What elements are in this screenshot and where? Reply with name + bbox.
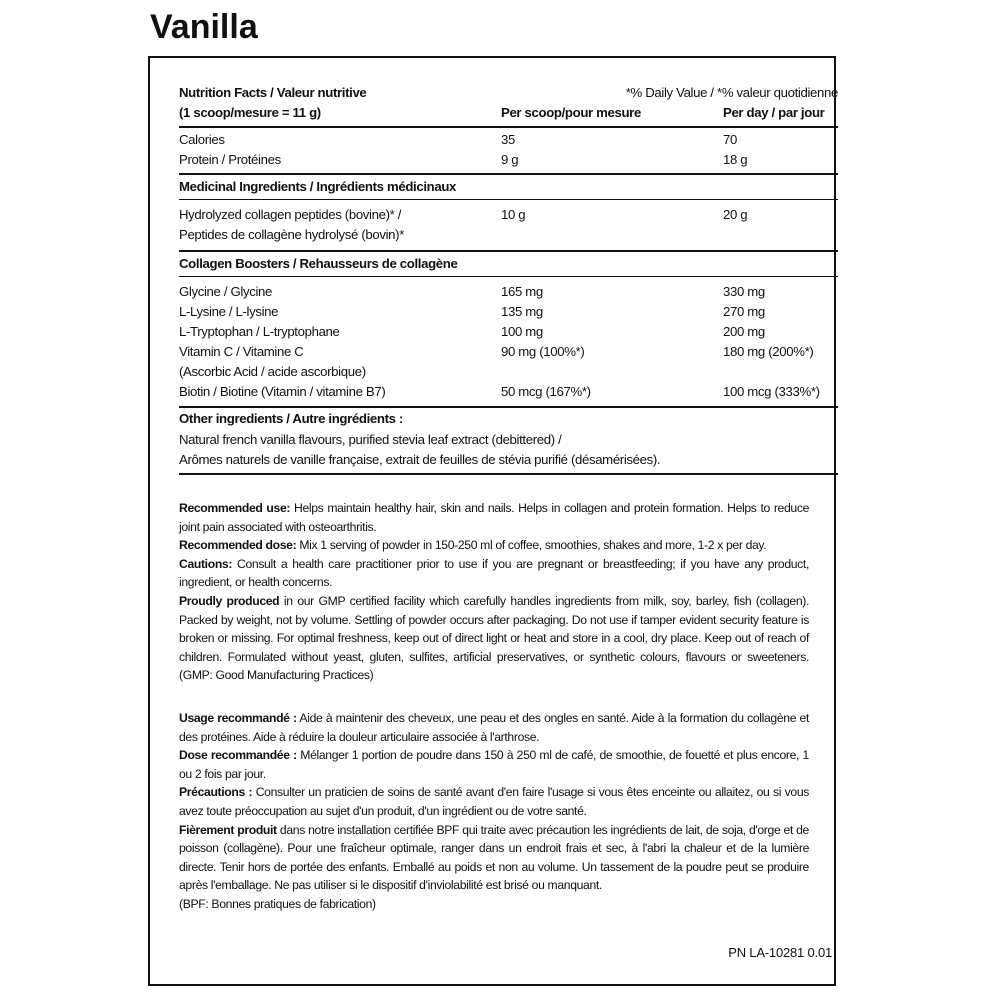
nutrition-facts-table [179,83,838,475]
other-ingredients-fr: Arômes naturels de vanille française, extrait de feuilles de stévia purifié (désamérisées). [179,452,661,467]
booster-row [179,382,838,402]
booster-name: (Ascorbic Acid / acide ascorbique) [179,364,366,379]
recommended-use-label: Recommended use: [179,501,291,515]
label-panel [148,56,836,986]
medicinal-scoop: 10 g [501,207,526,222]
medicinal-heading: Medicinal Ingredients / Ingrédients médicinaux [179,179,457,194]
booster-name: Glycine / Glycine [179,284,272,299]
precautions-label: Précautions : [179,785,253,800]
cautions-label: Cautions: [179,556,233,571]
medicinal-name-fr: Peptides de collagène hydrolysé (bovin)* [179,227,404,242]
page-title: Vanilla [150,8,258,46]
booster-scoop: 135 mg [501,304,543,319]
part-number: PN LA-10281 0.01 [728,945,832,960]
col-per-day: Per day / par jour [723,105,825,120]
divider [179,473,838,475]
english-directions [179,499,809,685]
recommended-dose [179,536,809,555]
booster-row [179,282,838,302]
other-ingredients-en: Natural french vanilla flavours, purified stevia leaf extract (debittered) / [179,432,562,447]
booster-name: L-Tryptophan / L-tryptophane [179,324,340,339]
nutrient-name: Protein / Protéines [179,152,281,167]
fierement-produit-text: dans notre installation certifiée BPF qui traite avec précaution les ingrédients de lait, de soja, d'orge et de poisson (collagène). Pour une fraîcheur optimale, ranger dans un endroit frais et sec, à l'abri la chaleur et de la lumière directe. Tenir hors de portée des enfants. Emballé au poids et non au volume. Un tassement de la poudre peut se produire après l'emballage. Ne pas utiliser si le dispositif d'inviolabilité est brisé ou manquant. [179,822,809,893]
nutrient-row [179,130,838,150]
booster-day: 270 mg [723,304,765,319]
booster-name: Vitamin C / Vitamine C [179,344,304,359]
precautions [179,783,809,820]
booster-scoop: 100 mg [501,324,543,339]
usage-recommande-label: Usage recommandé : [179,711,297,725]
booster-scoop: 90 mg (100%*) [501,344,585,359]
facts-header-row [179,83,838,103]
nutrient-row [179,150,838,170]
proudly-produced-text: in our GMP certified facility which carefully handles ingredients from milk, soy, barley, fish (collagen). Packed by weight, not by volume. Settling of powder occurs after packaging. Do not use if tamper evident security feature is broken or missing. For optimal freshness, keep out of direct light or heat and store in a cool, dry place. Keep out of reach of children. Formulated without yeast, gluten, sulfites, artificial preservatives, or synthetic colours, flavours or sweeteners. (GMP: Good Manufacturing Practices) [179,593,809,683]
fierement-produit [179,821,809,895]
booster-row [179,322,838,342]
booster-day: 200 mg [723,324,765,339]
bpf-note: (BPF: Bonnes pratiques de fabrication) [179,896,376,911]
booster-scoop: 50 mcg (167%*) [501,384,591,399]
booster-row [179,342,838,362]
col-per-scoop: Per scoop/pour mesure [501,105,641,120]
proudly-produced-label: Proudly produced [179,593,280,608]
cautions-text: Consult a health care practitioner prior to use if you are pregnant or breastfeeding; if you have any product, ingredient, or health concerns. [179,556,809,590]
recommended-dose-label: Recommended dose: [179,538,297,553]
cautions [179,555,809,592]
medicinal-name-en: Hydrolyzed collagen peptides (bovine)* / [179,207,402,222]
nutrient-scoop: 9 g [501,152,519,167]
proudly-produced [179,592,809,685]
booster-day: 100 mcg (333%*) [723,384,820,399]
usage-recommande-text: Aide à maintenir des cheveux, une peau et des ongles en santé. Aide à la formation du collagène et des protéines. Aide à réduire la douleur articulaire associée à l'arthrose. [179,711,809,744]
daily-value-note: *% Daily Value / *% valeur quotidienne [625,85,838,100]
usage-recommande [179,709,809,746]
serving-row [179,103,838,123]
booster-row [179,302,838,322]
french-directions [179,709,809,914]
other-ingredients-heading: Other ingredients / Autre ingrédients : [179,411,403,426]
dose-recommandee-text: Mélanger 1 portion de poudre dans 150 à 250 ml de café, de smoothie, de fouetté et plus encore, 1 ou 2 fois par jour. [179,748,809,781]
booster-scoop: 165 mg [501,284,543,299]
facts-heading: Nutrition Facts / Valeur nutritive [179,85,367,100]
recommended-use [179,499,809,536]
medicinal-row-2 [179,225,838,245]
booster-day: 180 mg (200%*) [723,344,814,359]
nutrient-day: 70 [723,132,737,147]
nutrient-name: Calories [179,132,225,147]
medicinal-row [179,205,838,225]
booster-day: 330 mg [723,284,765,299]
booster-row [179,362,838,382]
recommended-use-text: Helps maintain healthy hair, skin and nails. Helps in collagen and protein formation. Helps to reduce joint pain associated with osteoarthritis. [179,501,809,534]
dose-recommandee-label: Dose recommandée : [179,748,297,763]
nutrient-scoop: 35 [501,132,515,147]
nutrient-day: 18 g [723,152,748,167]
recommended-dose-text: Mix 1 serving of powder in 150-250 ml of coffee, smoothies, shakes and more, 1-2 x per day. [296,538,767,553]
fierement-produit-label: Fièrement produit [179,822,277,837]
boosters-heading: Collagen Boosters / Rehausseurs de collagène [179,256,458,271]
booster-name: Biotin / Biotine (Vitamin / vitamine B7) [179,384,386,399]
precautions-text: Consulter un praticien de soins de santé avant d'en faire l'usage si vous êtes enceinte ou allaitez, ou si vous avez toute préoccupation au sujet d'un produit, d'un ingrédient ou de votre santé. [179,785,809,818]
booster-name: L-Lysine / L-lysine [179,304,279,319]
serving-size: (1 scoop/mesure = 11 g) [179,105,321,120]
dose-recommandee [179,746,809,783]
medicinal-day: 20 g [723,207,748,222]
